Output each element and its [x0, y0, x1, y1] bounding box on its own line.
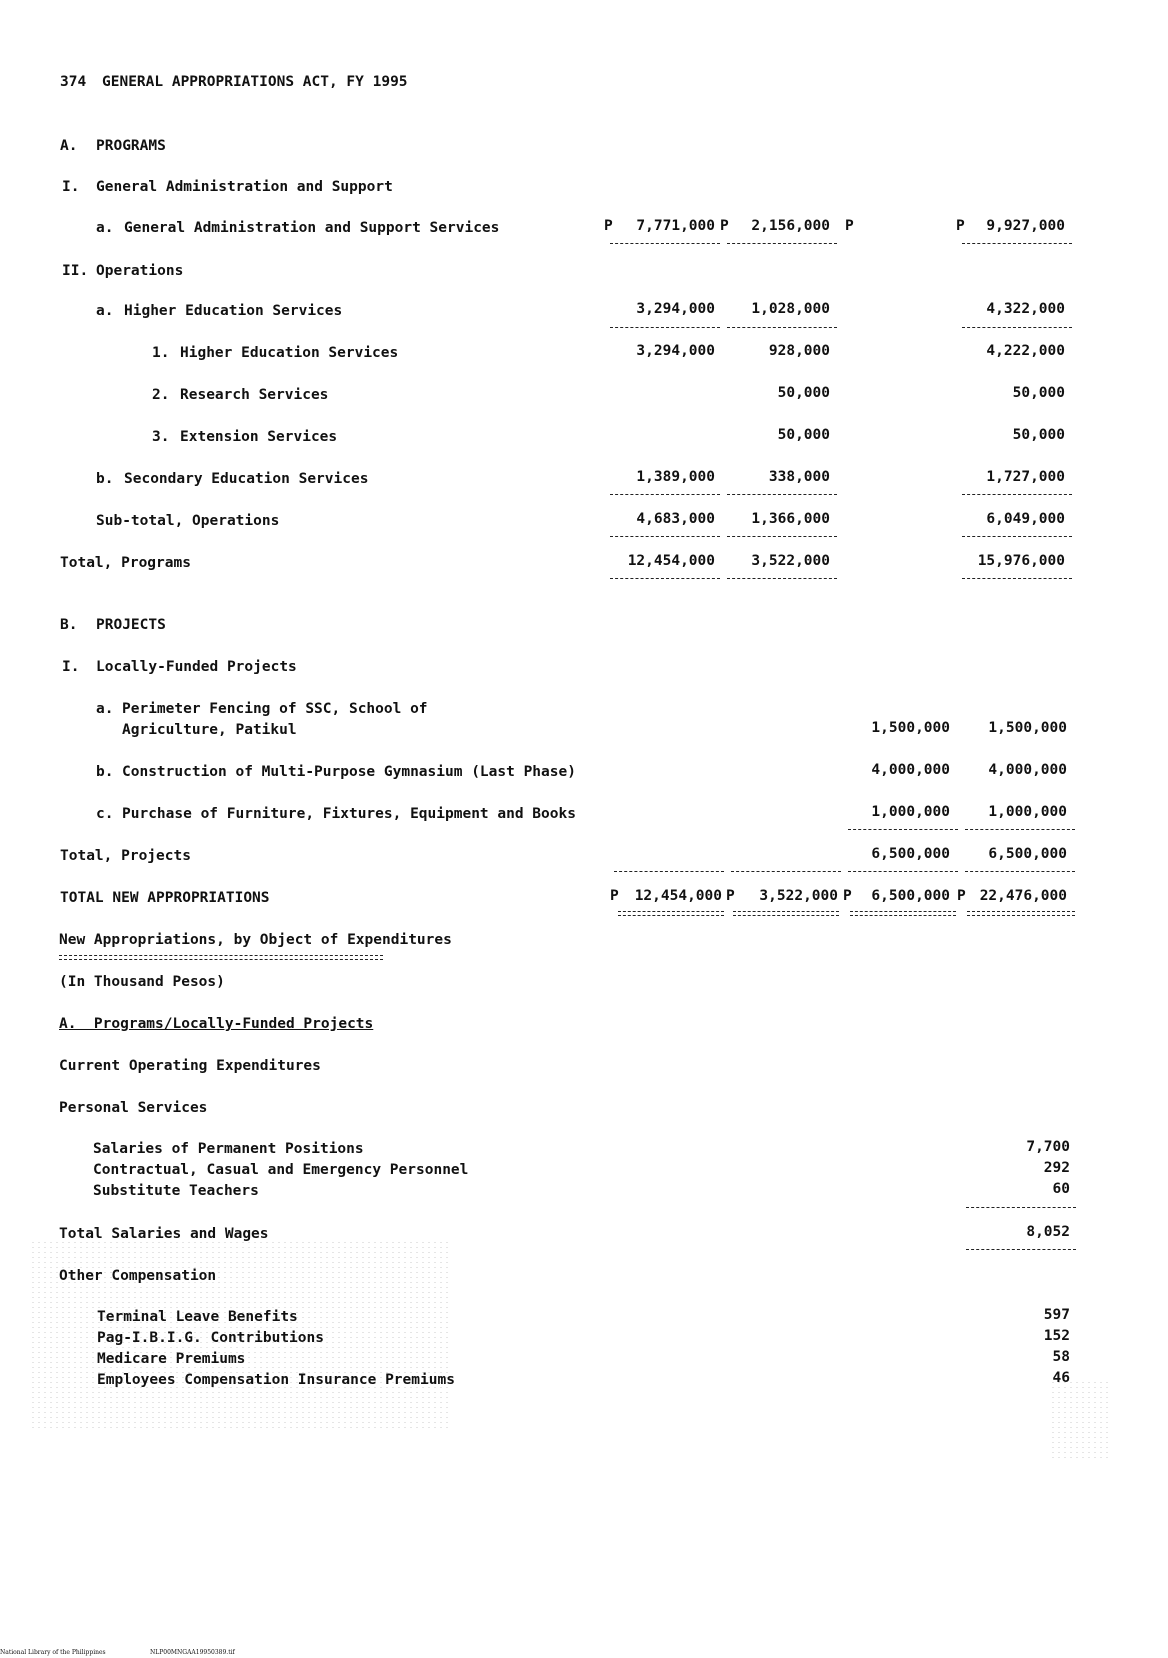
amount-mooe: 928,000 [768, 343, 830, 359]
rule [962, 494, 1072, 495]
rule [614, 871, 724, 872]
amount-ps: 3,294,000 [636, 301, 715, 317]
row-num: c. [96, 806, 114, 822]
group-num: I. [62, 659, 80, 675]
amount-total: 4,322,000 [986, 301, 1065, 317]
amount-mooe: 1,366,000 [751, 511, 830, 527]
amount-total: 1,500,000 [988, 720, 1067, 736]
rule [610, 536, 720, 537]
row-label: Construction of Multi-Purpose Gymnasium (Last Phase) [122, 764, 576, 780]
amount-co: 6,500,000 [871, 846, 950, 862]
rule [727, 578, 837, 579]
row-label: Research Services [180, 387, 329, 403]
library-credit: National Library of the Philippines [0, 1649, 106, 1656]
rule [962, 327, 1072, 328]
row-label: General Administration and Support Services [124, 220, 500, 236]
section-b-title: PROJECTS [96, 617, 166, 633]
row-num: a. [96, 220, 114, 236]
rule [727, 536, 837, 537]
total-label: Total, Projects [60, 848, 191, 864]
amount-mooe: 50,000 [777, 385, 830, 401]
amount-ps: 4,683,000 [636, 511, 715, 527]
row-num: a. [96, 303, 114, 319]
row-label-cont: Agriculture, Patikul [122, 722, 297, 738]
peso-sign: P [604, 218, 613, 234]
amount-ps: 3,294,000 [636, 343, 715, 359]
row-label: Secondary Education Services [124, 471, 369, 487]
amount-total: 4,000,000 [988, 762, 1067, 778]
rule [731, 871, 841, 872]
section-b-label: B. [60, 617, 78, 633]
rule [966, 1249, 1076, 1250]
row-num: 3. [152, 429, 170, 445]
row-label: Perimeter Fencing of SSC, School of [122, 701, 428, 717]
expense-value: 292 [1043, 1160, 1070, 1176]
double-rule [967, 911, 1075, 916]
double-rule [733, 911, 839, 916]
expense-value: 152 [1043, 1328, 1070, 1344]
scan-noise [1050, 1380, 1110, 1460]
expense-value: 597 [1043, 1307, 1070, 1323]
expense-label: Employees Compensation Insurance Premiums [97, 1372, 455, 1388]
peso-sign: P [610, 888, 619, 904]
amount-total: 6,049,000 [986, 511, 1065, 527]
group-title: Locally-Funded Projects [96, 659, 297, 675]
amount-ps: 7,771,000 [636, 218, 715, 234]
other-comp-heading: Other Compensation [59, 1268, 217, 1284]
section-a-label: A. [60, 138, 78, 154]
amount-co: 1,000,000 [871, 804, 950, 820]
amount-mooe: 50,000 [777, 427, 830, 443]
group-title: Operations [96, 263, 184, 279]
rule [965, 871, 1075, 872]
row-label: Purchase of Furniture, Fixtures, Equipment and Books [122, 806, 576, 822]
rule [727, 243, 837, 244]
peso-sign: P [720, 218, 729, 234]
expense-label: Pag-I.B.I.G. Contributions [97, 1330, 324, 1346]
amount-mooe: 338,000 [768, 469, 830, 485]
rule [610, 494, 720, 495]
amount-total: 6,500,000 [988, 846, 1067, 862]
amount-co: 1,500,000 [871, 720, 950, 736]
peso-sign: P [726, 888, 735, 904]
rule [962, 243, 1072, 244]
rule [610, 327, 720, 328]
group-title: General Administration and Support [96, 179, 393, 195]
amount-total: 1,000,000 [988, 804, 1067, 820]
expense-label: Medicare Premiums [97, 1351, 246, 1367]
current-heading: Current Operating Expenditures [59, 1058, 321, 1074]
expense-value: 58 [1052, 1349, 1070, 1365]
page-number: 374 [60, 74, 87, 90]
row-label: Higher Education Services [124, 303, 343, 319]
double-rule [618, 911, 724, 916]
amount-mooe: 1,028,000 [751, 301, 830, 317]
scan-filename: NLP00MNGAA19950389.tif [150, 1649, 235, 1656]
peso-sign: P [957, 888, 966, 904]
amount-ps: 12,454,000 [627, 553, 715, 569]
amount-mooe: 2,156,000 [751, 218, 830, 234]
expense-label: Contractual, Casual and Emergency Personnel [93, 1162, 469, 1178]
amount-co: 4,000,000 [871, 762, 950, 778]
objects-section-heading: A. Programs/Locally-Funded Projects [59, 1016, 374, 1032]
expense-value: 7,700 [1026, 1139, 1070, 1155]
rule [965, 829, 1075, 830]
rule [966, 1207, 1076, 1208]
peso-sign: P [956, 218, 965, 234]
row-num: b. [96, 471, 114, 487]
rule [727, 327, 837, 328]
amount-co: 6,500,000 [871, 888, 950, 904]
amount-mooe: 3,522,000 [759, 888, 838, 904]
amount-total: 1,727,000 [986, 469, 1065, 485]
total-label: Total, Programs [60, 555, 191, 571]
amount-total: 9,927,000 [986, 218, 1065, 234]
amount-total: 50,000 [1012, 385, 1065, 401]
expense-label: Salaries of Permanent Positions [93, 1141, 364, 1157]
double-rule [850, 911, 956, 916]
expense-label: Substitute Teachers [93, 1183, 259, 1199]
unit-note: (In Thousand Pesos) [59, 974, 225, 990]
row-num: 1. [152, 345, 170, 361]
section-a-title: PROGRAMS [96, 138, 166, 154]
total-salaries-label: Total Salaries and Wages [59, 1226, 269, 1242]
grand-total-label: TOTAL NEW APPROPRIATIONS [60, 890, 270, 906]
amount-mooe: 3,522,000 [751, 553, 830, 569]
rule [610, 578, 720, 579]
group-num: II. [62, 263, 89, 279]
amount-ps: 1,389,000 [636, 469, 715, 485]
subtotal-label: Sub-total, Operations [96, 513, 280, 529]
row-num: a. [96, 701, 114, 717]
expense-label: Terminal Leave Benefits [97, 1309, 298, 1325]
amount-total: 15,976,000 [977, 553, 1065, 569]
expense-value: 46 [1052, 1370, 1070, 1386]
objects-title: New Appropriations, by Object of Expenditures [59, 932, 452, 948]
rule [962, 578, 1072, 579]
ps-heading: Personal Services [59, 1100, 208, 1116]
double-rule [59, 955, 383, 960]
rule [727, 494, 837, 495]
peso-sign: P [845, 218, 854, 234]
expense-value: 60 [1052, 1181, 1070, 1197]
row-num: 2. [152, 387, 170, 403]
amount-total: 22,476,000 [979, 888, 1067, 904]
rule [962, 536, 1072, 537]
rule [610, 243, 720, 244]
rule [848, 871, 958, 872]
page-title: GENERAL APPROPRIATIONS ACT, FY 1995 [102, 74, 408, 90]
row-label: Higher Education Services [180, 345, 399, 361]
row-label: Extension Services [180, 429, 338, 445]
amount-total: 50,000 [1012, 427, 1065, 443]
rule [848, 829, 958, 830]
row-num: b. [96, 764, 114, 780]
amount-total: 4,222,000 [986, 343, 1065, 359]
amount-ps: 12,454,000 [634, 888, 722, 904]
peso-sign: P [843, 888, 852, 904]
total-salaries-value: 8,052 [1026, 1224, 1070, 1240]
group-num: I. [62, 179, 80, 195]
